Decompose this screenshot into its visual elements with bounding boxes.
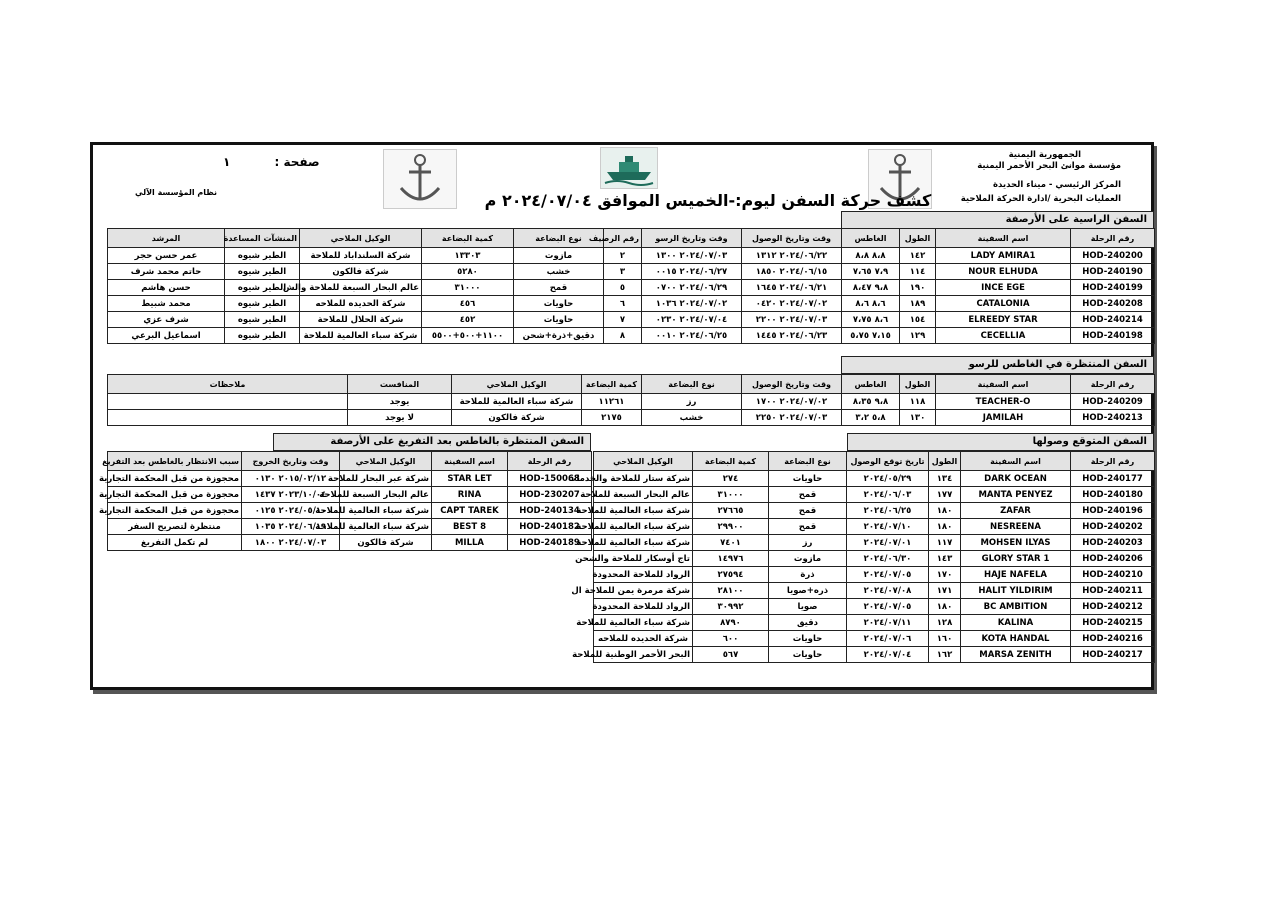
table-cell: ٢٠٢٤/٠٧/١٠ bbox=[847, 519, 929, 535]
table-cell: ٢٠٢٤/٠٧/٠٥ bbox=[847, 599, 929, 615]
table-cell: ٢٠٢٤/٠٧/٠٦ bbox=[847, 631, 929, 647]
table-cell: خشب bbox=[514, 264, 604, 280]
column-header: رقم الرصيف bbox=[604, 229, 642, 248]
table-cell: شركة ستار للملاحة والخدمات bbox=[594, 471, 693, 487]
table-row bbox=[108, 471, 592, 487]
org-line-2: مؤسسة موانئ البحر الأحمر اليمنية bbox=[977, 161, 1121, 171]
table-cell: ذرة bbox=[769, 567, 847, 583]
table-cell: HOD-240212 bbox=[1071, 599, 1155, 615]
table-cell: ١١٢٦١ bbox=[582, 394, 642, 410]
organization-header bbox=[961, 150, 1121, 205]
table-cell: HOD-150068 bbox=[508, 471, 592, 487]
table-row bbox=[594, 615, 1155, 631]
table-cell: مازوت bbox=[769, 551, 847, 567]
table-cell: شركة سباء العالمية للملاحة bbox=[594, 519, 693, 535]
table-row bbox=[594, 583, 1155, 599]
table-cell: HOD-240211 bbox=[1071, 583, 1155, 599]
table-cell: ١٢٩ bbox=[900, 328, 936, 344]
table-cell: حاويات bbox=[769, 471, 847, 487]
table-row bbox=[594, 535, 1155, 551]
table-cell: شركة سباء العالمية للملاحة bbox=[594, 535, 693, 551]
berthed-header-row bbox=[108, 229, 1155, 248]
column-header: وقت وتاريخ الرسو bbox=[642, 229, 742, 248]
table-cell: ١١٧ bbox=[929, 535, 961, 551]
section-title-anchorage: السفن المنتظرة في الغاطس للرسو bbox=[841, 356, 1154, 374]
table-cell: دقيق+ذرة+شحن bbox=[514, 328, 604, 344]
table-cell: ٢١٧٥ bbox=[582, 410, 642, 426]
table-cell: ١٦٢ bbox=[929, 647, 961, 663]
table-cell: ١٤٢ bbox=[900, 248, 936, 264]
table-cell: ٢٠٢٤/٠٧/٠٣ ١٣٠٠ bbox=[642, 248, 742, 264]
table-cell: ٢٠٢٤/٠٥/٢٩ bbox=[847, 471, 929, 487]
table-cell: شركة سباء العالمية للملاحة bbox=[594, 615, 693, 631]
table-cell: الطير شيوه bbox=[225, 280, 300, 296]
table-row bbox=[594, 551, 1155, 567]
table-row bbox=[108, 264, 1155, 280]
table-cell: ١٨٩ bbox=[900, 296, 936, 312]
table-row bbox=[108, 535, 592, 551]
table-cell: حاتم محمد شرف bbox=[108, 264, 225, 280]
berthed-ships-table bbox=[107, 228, 1155, 344]
table-cell: محجوزة من قبل المحكمة التجارية bbox=[108, 471, 242, 487]
table-cell: ٢٠٢٤/٠٦/٠٣ bbox=[847, 487, 929, 503]
waiting-unload-header-row bbox=[108, 452, 592, 471]
table-cell: ٣ bbox=[604, 264, 642, 280]
table-cell: ٩،٨ ٨،٣٥ bbox=[842, 394, 900, 410]
table-cell: HOD-240216 bbox=[1071, 631, 1155, 647]
table-cell: قمح bbox=[769, 519, 847, 535]
table-cell: HOD-240213 bbox=[1071, 410, 1155, 426]
table-cell: ١٣٣٠٣ bbox=[422, 248, 514, 264]
table-cell: HOD-240182 bbox=[508, 519, 592, 535]
table-cell: GLORY STAR 1 bbox=[961, 551, 1071, 567]
table-cell: ٢٠٢٤/٠٦/٢٩ ٠٧٠٠ bbox=[642, 280, 742, 296]
expected-ships-table bbox=[567, 451, 1155, 663]
table-cell: اسماعيل البرعي bbox=[108, 328, 225, 344]
column-header: رقم الرحلة bbox=[1071, 375, 1155, 394]
table-row bbox=[594, 503, 1155, 519]
table-cell: ٢٧٥٩٤ bbox=[693, 567, 769, 583]
table-cell: حاويات bbox=[514, 296, 604, 312]
table-cell: ٢٩٩٠٠ bbox=[693, 519, 769, 535]
table-cell: HOD-240202 bbox=[1071, 519, 1155, 535]
column-header: الوكيل الملاحي bbox=[300, 229, 422, 248]
table-cell: ٤٥٦ bbox=[422, 296, 514, 312]
table-cell: HOD-240200 bbox=[1071, 248, 1155, 264]
table-row bbox=[108, 248, 1155, 264]
anchorage-ships-table bbox=[107, 374, 1155, 426]
column-header: وقت وتاريخ الخروج bbox=[242, 452, 340, 471]
table-row bbox=[594, 487, 1155, 503]
table-cell: ٦٠٠ bbox=[693, 631, 769, 647]
table-cell: ذره+صويا bbox=[769, 583, 847, 599]
table-cell: حاويات bbox=[514, 312, 604, 328]
table-cell: شركة الحديده للملاحه bbox=[594, 631, 693, 647]
table-cell: حسن هاشم bbox=[108, 280, 225, 296]
section-title-expected: السفن المتوقع وصولها bbox=[847, 433, 1154, 451]
table-cell: عالم البحار السبعة للملاحة والش bbox=[300, 280, 422, 296]
table-cell: ١١٠٠+٥٠٠+٥٥٠٠ bbox=[422, 328, 514, 344]
table-cell: ٨،٨ ٨،٨ bbox=[842, 248, 900, 264]
table-cell: محجوزة من قبل المحكمة التجارية bbox=[108, 503, 242, 519]
column-header: الغاطس bbox=[842, 375, 900, 394]
table-cell: ٢٠٢٤/٠٦/٢٣ ١٤٤٥ bbox=[742, 328, 842, 344]
table-cell: ٣١٠٠٠ bbox=[693, 487, 769, 503]
table-cell: KOTA HANDAL bbox=[961, 631, 1071, 647]
table-cell: NOUR ELHUDA bbox=[936, 264, 1071, 280]
table-cell: HOD-240198 bbox=[1071, 328, 1155, 344]
table-cell: ٢٠٢٤/٠٧/٠٢ ١٠٣٦ bbox=[642, 296, 742, 312]
table-cell: ٢٠٢٣/١٠/٠٤ ١٤٣٧ bbox=[242, 487, 340, 503]
table-cell: ٢٠٢٤/٠٧/٠٥ bbox=[847, 567, 929, 583]
table-cell: HALIT YILDIRIM bbox=[961, 583, 1071, 599]
table-cell: ٢٠٢٤/٠٦/٣٠ bbox=[847, 551, 929, 567]
table-cell: رز bbox=[642, 394, 742, 410]
table-cell: ٢٠٢٤/٠٧/١١ bbox=[847, 615, 929, 631]
table-cell: TEACHER-O bbox=[936, 394, 1071, 410]
table-cell: ١٧٧ bbox=[929, 487, 961, 503]
org-line-4: العمليات البحرية /ادارة الحركة الملاحية bbox=[960, 194, 1121, 204]
table-cell: ٢٠٢٤/٠٦/٢٥ ٠٠١٠ bbox=[642, 328, 742, 344]
table-row bbox=[594, 599, 1155, 615]
table-cell: ٢٠٢٤/٠٦/٢٧ ٠٠١٥ bbox=[642, 264, 742, 280]
table-cell: HOD-240210 bbox=[1071, 567, 1155, 583]
table-cell: ١٨٠ bbox=[929, 503, 961, 519]
table-cell: ١١٨ bbox=[900, 394, 936, 410]
table-cell: ٢٠٢٤/٠٦/٢٥ bbox=[847, 503, 929, 519]
table-cell: ٢٠٢٤/٠٥/١٠ ٠١٢٥ bbox=[242, 503, 340, 519]
table-row bbox=[594, 471, 1155, 487]
column-header: الطول bbox=[900, 375, 936, 394]
table-cell: HOD-240203 bbox=[1071, 535, 1155, 551]
table-cell: شركة السلنداباد للملاحة bbox=[300, 248, 422, 264]
table-cell: الرواد للملاحة المحدودة bbox=[594, 599, 693, 615]
table-row bbox=[108, 410, 1155, 426]
table-cell: ٢٠٢٤/٠٧/٠٢ ٠٤٢٠ bbox=[742, 296, 842, 312]
section-title-berthed: السفن الراسية على الأرصفة bbox=[841, 211, 1154, 229]
table-cell: JAMILAH bbox=[936, 410, 1071, 426]
waiting-unload-table bbox=[99, 451, 592, 551]
table-cell: ٢٠٢٤/٠٧/٠٣ ٢٢٥٠ bbox=[742, 410, 842, 426]
table-row bbox=[594, 567, 1155, 583]
table-cell: ٨٧٩٠ bbox=[693, 615, 769, 631]
table-row bbox=[108, 487, 592, 503]
table-cell: شركة الحديده للملاحه bbox=[300, 296, 422, 312]
column-header: وقت وتاريخ الوصول bbox=[742, 229, 842, 248]
org-line-3: المركز الرئيسي - ميناء الحديدة bbox=[993, 180, 1121, 190]
section-title-waiting-unload: السفن المنتظرة بالغاطس بعد التفريغ على الأرصفة bbox=[273, 433, 591, 451]
table-cell: ١٨٠ bbox=[929, 599, 961, 615]
column-header: كمية البضاعة bbox=[693, 452, 769, 471]
table-cell: HOD-240206 bbox=[1071, 551, 1155, 567]
column-header: سبب الانتظار بالغاطس بعد التفريغ bbox=[108, 452, 242, 471]
table-cell: ٢٠١٥/٠٢/١٢ ٠١٣٠ bbox=[242, 471, 340, 487]
table-row bbox=[108, 328, 1155, 344]
table-cell: ٢٠٢٤/٠٦/٢٢ ١٣١٢ bbox=[742, 248, 842, 264]
table-cell: ١٤٩٧٦ bbox=[693, 551, 769, 567]
table-cell: BEST 8 bbox=[432, 519, 508, 535]
table-cell: ٥،٨ ٣،٢ bbox=[842, 410, 900, 426]
table-row bbox=[108, 503, 592, 519]
column-header: الوكيل الملاحي bbox=[340, 452, 432, 471]
system-label: نظام المؤسسة الآلي bbox=[135, 188, 218, 197]
table-row bbox=[108, 312, 1155, 328]
table-cell: حاويات bbox=[769, 631, 847, 647]
table-cell: ١٦٠ bbox=[929, 631, 961, 647]
table-cell: HOD-230207 bbox=[508, 487, 592, 503]
column-header: ملاحظات bbox=[108, 375, 348, 394]
column-header: تاريخ توقع الوصول bbox=[847, 452, 929, 471]
table-cell: RINA bbox=[432, 487, 508, 503]
table-cell bbox=[108, 394, 348, 410]
table-row bbox=[108, 280, 1155, 296]
table-cell: KALINA bbox=[961, 615, 1071, 631]
table-cell: MOHSEN ILYAS bbox=[961, 535, 1071, 551]
table-cell: حاويات bbox=[769, 647, 847, 663]
column-header: رقم الرحلة bbox=[1071, 452, 1155, 471]
table-cell: ٧ bbox=[604, 312, 642, 328]
table-cell: الطير شيوه bbox=[225, 328, 300, 344]
table-row bbox=[594, 631, 1155, 647]
column-header: المنشآت المساعدة bbox=[225, 229, 300, 248]
table-cell: ٢٧٦٦٥ bbox=[693, 503, 769, 519]
table-cell: ١٨٠ bbox=[929, 519, 961, 535]
table-cell: CECELLIA bbox=[936, 328, 1071, 344]
table-cell: شركة فالكون bbox=[340, 535, 432, 551]
table-row bbox=[594, 519, 1155, 535]
table-cell: BC AMBITION bbox=[961, 599, 1071, 615]
table-cell: ELREEDY STAR bbox=[936, 312, 1071, 328]
table-cell: البحر الأحمر الوطنية للملاحة bbox=[594, 647, 693, 663]
table-cell: HOD-240180 bbox=[1071, 487, 1155, 503]
table-cell: ٢٨١٠٠ bbox=[693, 583, 769, 599]
table-cell: مازوت bbox=[514, 248, 604, 264]
table-cell: الطير شيوه bbox=[225, 312, 300, 328]
table-cell: HOD-240134 bbox=[508, 503, 592, 519]
column-header: الطول bbox=[929, 452, 961, 471]
column-header: اسم السفينة bbox=[432, 452, 508, 471]
table-cell: HOD-240208 bbox=[1071, 296, 1155, 312]
table-row bbox=[108, 519, 592, 535]
table-cell: INCE EGE bbox=[936, 280, 1071, 296]
table-cell: MILLA bbox=[432, 535, 508, 551]
table-cell: ١٧٠ bbox=[929, 567, 961, 583]
table-cell: ٢٠٢٤/٠٧/٠٤ bbox=[847, 647, 929, 663]
table-cell: الرواد للملاحة المحدودة bbox=[594, 567, 693, 583]
expected-header-row bbox=[594, 452, 1155, 471]
column-header: كمية البضاعة bbox=[582, 375, 642, 394]
table-cell: شركة فالكون bbox=[452, 410, 582, 426]
table-cell: HOD-240189 bbox=[508, 535, 592, 551]
column-header: المنافست bbox=[348, 375, 452, 394]
column-header: اسم السفينة bbox=[936, 229, 1071, 248]
table-cell: لم تكمل التفريغ bbox=[108, 535, 242, 551]
table-cell: MARSA ZENITH bbox=[961, 647, 1071, 663]
table-cell: HOD-240215 bbox=[1071, 615, 1155, 631]
table-cell: HOD-240199 bbox=[1071, 280, 1155, 296]
table-cell: ٧،٩ ٧،٦٥ bbox=[842, 264, 900, 280]
table-cell: ١٤٣ bbox=[929, 551, 961, 567]
table-cell: شركة سباء العالمية للملاحة bbox=[594, 503, 693, 519]
table-cell: محجوزة من قبل المحكمة التجارية bbox=[108, 487, 242, 503]
table-row bbox=[108, 296, 1155, 312]
table-cell: HOD-240214 bbox=[1071, 312, 1155, 328]
table-cell: شركة سباء العالمية للملاحة bbox=[452, 394, 582, 410]
table-cell: ١٣٤ bbox=[929, 471, 961, 487]
table-cell: ٢٠٢٤/٠٧/٠٢ ١٧٠٠ bbox=[742, 394, 842, 410]
table-cell: يوجد bbox=[348, 394, 452, 410]
table-cell: HOD-240190 bbox=[1071, 264, 1155, 280]
table-cell: ٨،٦ ٨،٦ bbox=[842, 296, 900, 312]
table-cell: ٨،٦ ٧،٧٥ bbox=[842, 312, 900, 328]
table-cell: ٣١٠٠٠ bbox=[422, 280, 514, 296]
table-cell: محمد شبيط bbox=[108, 296, 225, 312]
table-cell: ١٧١ bbox=[929, 583, 961, 599]
page-number: ١ bbox=[223, 155, 231, 169]
table-cell: ٨ bbox=[604, 328, 642, 344]
table-cell: لا يوجد bbox=[348, 410, 452, 426]
table-cell: شركة فالكون bbox=[300, 264, 422, 280]
table-cell: ٢ bbox=[604, 248, 642, 264]
table-cell: عمر حسن حجر bbox=[108, 248, 225, 264]
column-header: وقت وتاريخ الوصول bbox=[742, 375, 842, 394]
table-cell: شركة الحلال للملاحة bbox=[300, 312, 422, 328]
table-cell: CATALONIA bbox=[936, 296, 1071, 312]
table-cell: LADY AMIRA1 bbox=[936, 248, 1071, 264]
anchor-icon bbox=[384, 150, 456, 208]
table-cell: شركة سباء العالمية للملاحة bbox=[340, 503, 432, 519]
table-cell: منتظرة لتصريح السفر bbox=[108, 519, 242, 535]
table-cell: ٥٢٨٠ bbox=[422, 264, 514, 280]
table-cell: ٢٧٤ bbox=[693, 471, 769, 487]
column-header: رقم الرحلة bbox=[1071, 229, 1155, 248]
table-cell: ٧٤٠١ bbox=[693, 535, 769, 551]
table-cell: ٧،١٥ ٥،٧٥ bbox=[842, 328, 900, 344]
column-header: نوع البضاعة bbox=[769, 452, 847, 471]
org-line-1: الجمهورية اليمنية bbox=[1008, 150, 1081, 160]
table-cell: الطير شيوه bbox=[225, 296, 300, 312]
table-cell: ٢٠٢٤/٠٧/٠٤ ٠٢٣٠ bbox=[642, 312, 742, 328]
table-cell: ٥٦٧ bbox=[693, 647, 769, 663]
table-cell: CAPT TAREK bbox=[432, 503, 508, 519]
column-header: اسم السفينة bbox=[936, 375, 1071, 394]
table-cell: ٥ bbox=[604, 280, 642, 296]
table-cell: ٢٠٢٤/٠٦/١٥ ١٨٥٠ bbox=[742, 264, 842, 280]
table-cell: قمح bbox=[769, 487, 847, 503]
table-cell bbox=[108, 410, 348, 426]
table-cell: HOD-240217 bbox=[1071, 647, 1155, 663]
column-header: نوع البضاعة bbox=[514, 229, 604, 248]
table-row bbox=[594, 647, 1155, 663]
table-cell: شركة مرمرة يمن للملاحة ال bbox=[594, 583, 693, 599]
table-cell: HOD-240209 bbox=[1071, 394, 1155, 410]
ship-icon bbox=[601, 148, 657, 188]
table-cell: عالم البحار السبعة للملاحة bbox=[340, 487, 432, 503]
table-cell: HAJE NAFELA bbox=[961, 567, 1071, 583]
column-header: نوع البضاعة bbox=[642, 375, 742, 394]
table-cell: MANTA PENYEZ bbox=[961, 487, 1071, 503]
table-cell: شركة سباء العالمية للملاحة bbox=[340, 519, 432, 535]
table-cell: ١١٤ bbox=[900, 264, 936, 280]
table-cell: ١٩٠ bbox=[900, 280, 936, 296]
table-cell: ١٢٨ bbox=[929, 615, 961, 631]
table-cell: عالم البحار السبعة للملاحة bbox=[594, 487, 693, 503]
column-header: رقم الرحلة bbox=[508, 452, 592, 471]
table-cell: الطير شيوه bbox=[225, 248, 300, 264]
table-cell: ١٥٤ bbox=[900, 312, 936, 328]
table-cell: ٢٠٢٤/٠٧/٠١ bbox=[847, 535, 929, 551]
table-row bbox=[108, 394, 1155, 410]
table-cell: ٦ bbox=[604, 296, 642, 312]
anchor-logo-left bbox=[383, 149, 457, 209]
table-cell: STAR LET bbox=[432, 471, 508, 487]
table-cell: NESREENA bbox=[961, 519, 1071, 535]
column-header: كمية البضاعة bbox=[422, 229, 514, 248]
column-header: اسم السفينة bbox=[961, 452, 1071, 471]
table-cell: ZAFAR bbox=[961, 503, 1071, 519]
table-cell: شرف عزي bbox=[108, 312, 225, 328]
table-cell: شركة سباء العالمية للملاحة bbox=[300, 328, 422, 344]
table-cell: HOD-240177 bbox=[1071, 471, 1155, 487]
table-cell: ٤٥٢ bbox=[422, 312, 514, 328]
table-cell: ٩،٨ ٨،٤٧ bbox=[842, 280, 900, 296]
table-cell: ٢٠٢٤/٠٧/٠٨ bbox=[847, 583, 929, 599]
table-cell: الطير شيوه bbox=[225, 264, 300, 280]
table-cell: ٢٠٢٤/٠٧/٠٣ ٢٢٠٠ bbox=[742, 312, 842, 328]
table-cell: ٢٠٢٤/٠٦/١٩ ١٠٣٥ bbox=[242, 519, 340, 535]
table-cell: ٢٠٢٤/٠٧/٠٣ ١٨٠٠ bbox=[242, 535, 340, 551]
table-cell: شركة عبر البحار للملاحة bbox=[340, 471, 432, 487]
table-cell: صويا bbox=[769, 599, 847, 615]
column-header: المرشد bbox=[108, 229, 225, 248]
column-header: الطول bbox=[900, 229, 936, 248]
table-cell: دقيق bbox=[769, 615, 847, 631]
ship-logo-center bbox=[600, 147, 658, 189]
page-indicator bbox=[223, 155, 320, 169]
table-cell: DARK OCEAN bbox=[961, 471, 1071, 487]
table-cell: رز bbox=[769, 535, 847, 551]
table-cell: تاج أوسكار للملاحة والشحن bbox=[594, 551, 693, 567]
anchorage-header-row bbox=[108, 375, 1155, 394]
page-label: صفحة : bbox=[274, 155, 320, 169]
table-cell: ٢٠٢٤/٠٦/٢١ ١٦٤٥ bbox=[742, 280, 842, 296]
table-cell: ٣٠٩٩٢ bbox=[693, 599, 769, 615]
column-header: الغاطس bbox=[842, 229, 900, 248]
table-cell: HOD-240196 bbox=[1071, 503, 1155, 519]
table-cell: ١٣٠ bbox=[900, 410, 936, 426]
column-header: الوكيل الملاحي bbox=[452, 375, 582, 394]
report-title: كشف حركة السفن ليوم:-الخميس الموافق ٢٠٢٤/٠٧/٠٤ م bbox=[484, 191, 932, 210]
table-cell: قمح bbox=[514, 280, 604, 296]
report-sheet bbox=[90, 142, 1154, 690]
table-cell: خشب bbox=[642, 410, 742, 426]
column-header: الوكيل الملاحي bbox=[594, 452, 693, 471]
table-cell: قمح bbox=[769, 503, 847, 519]
